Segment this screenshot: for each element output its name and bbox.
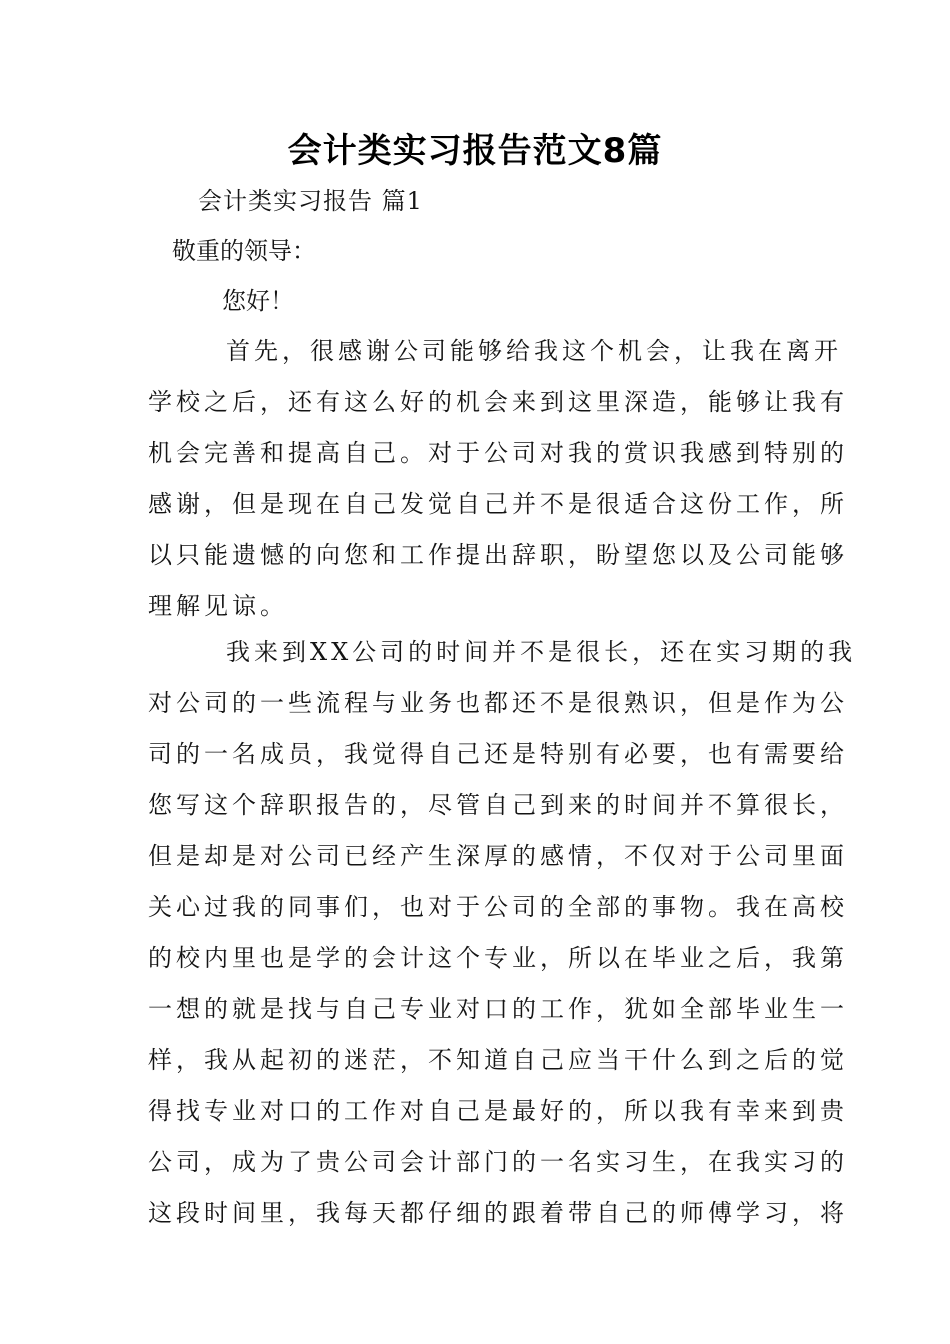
paragraph-line: 公司，成为了贵公司会计部门的一名实习生，在我实习的 [148, 1148, 848, 1176]
paragraph-line: 司的一名成员，我觉得自己还是特别有必要，也有需要给 [148, 740, 848, 768]
paragraph-line: 以只能遗憾的向您和工作提出辞职，盼望您以及公司能够 [148, 541, 848, 569]
paragraph-line: 样，我从起初的迷茫，不知道自己应当干什么到之后的觉 [148, 1046, 848, 1074]
greeting-line: 敬重的领导： [172, 237, 316, 265]
paragraph-line: 学校之后，还有这么好的机会来到这里深造，能够让我有 [148, 388, 848, 416]
paragraph-line: 您写这个辞职报告的，尽管自己到来的时间并不算很长， [148, 791, 848, 819]
paragraph-line: 我来到XX公司的时间并不是很长，还在实习期的我 [226, 638, 857, 666]
paragraph-line: 感谢，但是现在自己发觉自己并不是很适合这份工作，所 [148, 490, 848, 518]
paragraph-1 [148, 326, 848, 632]
salutation-line: 您好！ [222, 287, 294, 315]
paragraph-2 [148, 627, 857, 1239]
paragraph-line: 关心过我的同事们，也对于公司的全部的事物。我在高校 [148, 893, 848, 921]
paragraph-line: 对公司的一些流程与业务也都还不是很熟识，但是作为公 [148, 689, 848, 717]
paragraph-line: 一想的就是找与自己专业对口的工作，犹如全部毕业生一 [148, 995, 848, 1023]
paragraph-line: 的校内里也是学的会计这个专业，所以在毕业之后，我第 [148, 944, 848, 972]
paragraph-line: 机会完善和提高自己。对于公司对我的赏识我感到特别的 [148, 439, 848, 467]
paragraph-line: 理解见谅。 [148, 592, 288, 620]
paragraph-line: 但是却是对公司已经产生深厚的感情，不仅对于公司里面 [148, 842, 848, 870]
document-title: 会计类实习报告范文8篇 [287, 131, 663, 171]
paragraph-line: 首先，很感谢公司能够给我这个机会，让我在离开 [226, 337, 842, 365]
paragraph-line: 这段时间里，我每天都仔细的跟着带自己的师傅学习，将 [148, 1199, 848, 1227]
paragraph-line: 得找专业对口的工作对自己是最好的，所以我有幸来到贵 [148, 1097, 848, 1125]
section-heading: 会计类实习报告 篇1 [198, 187, 423, 215]
